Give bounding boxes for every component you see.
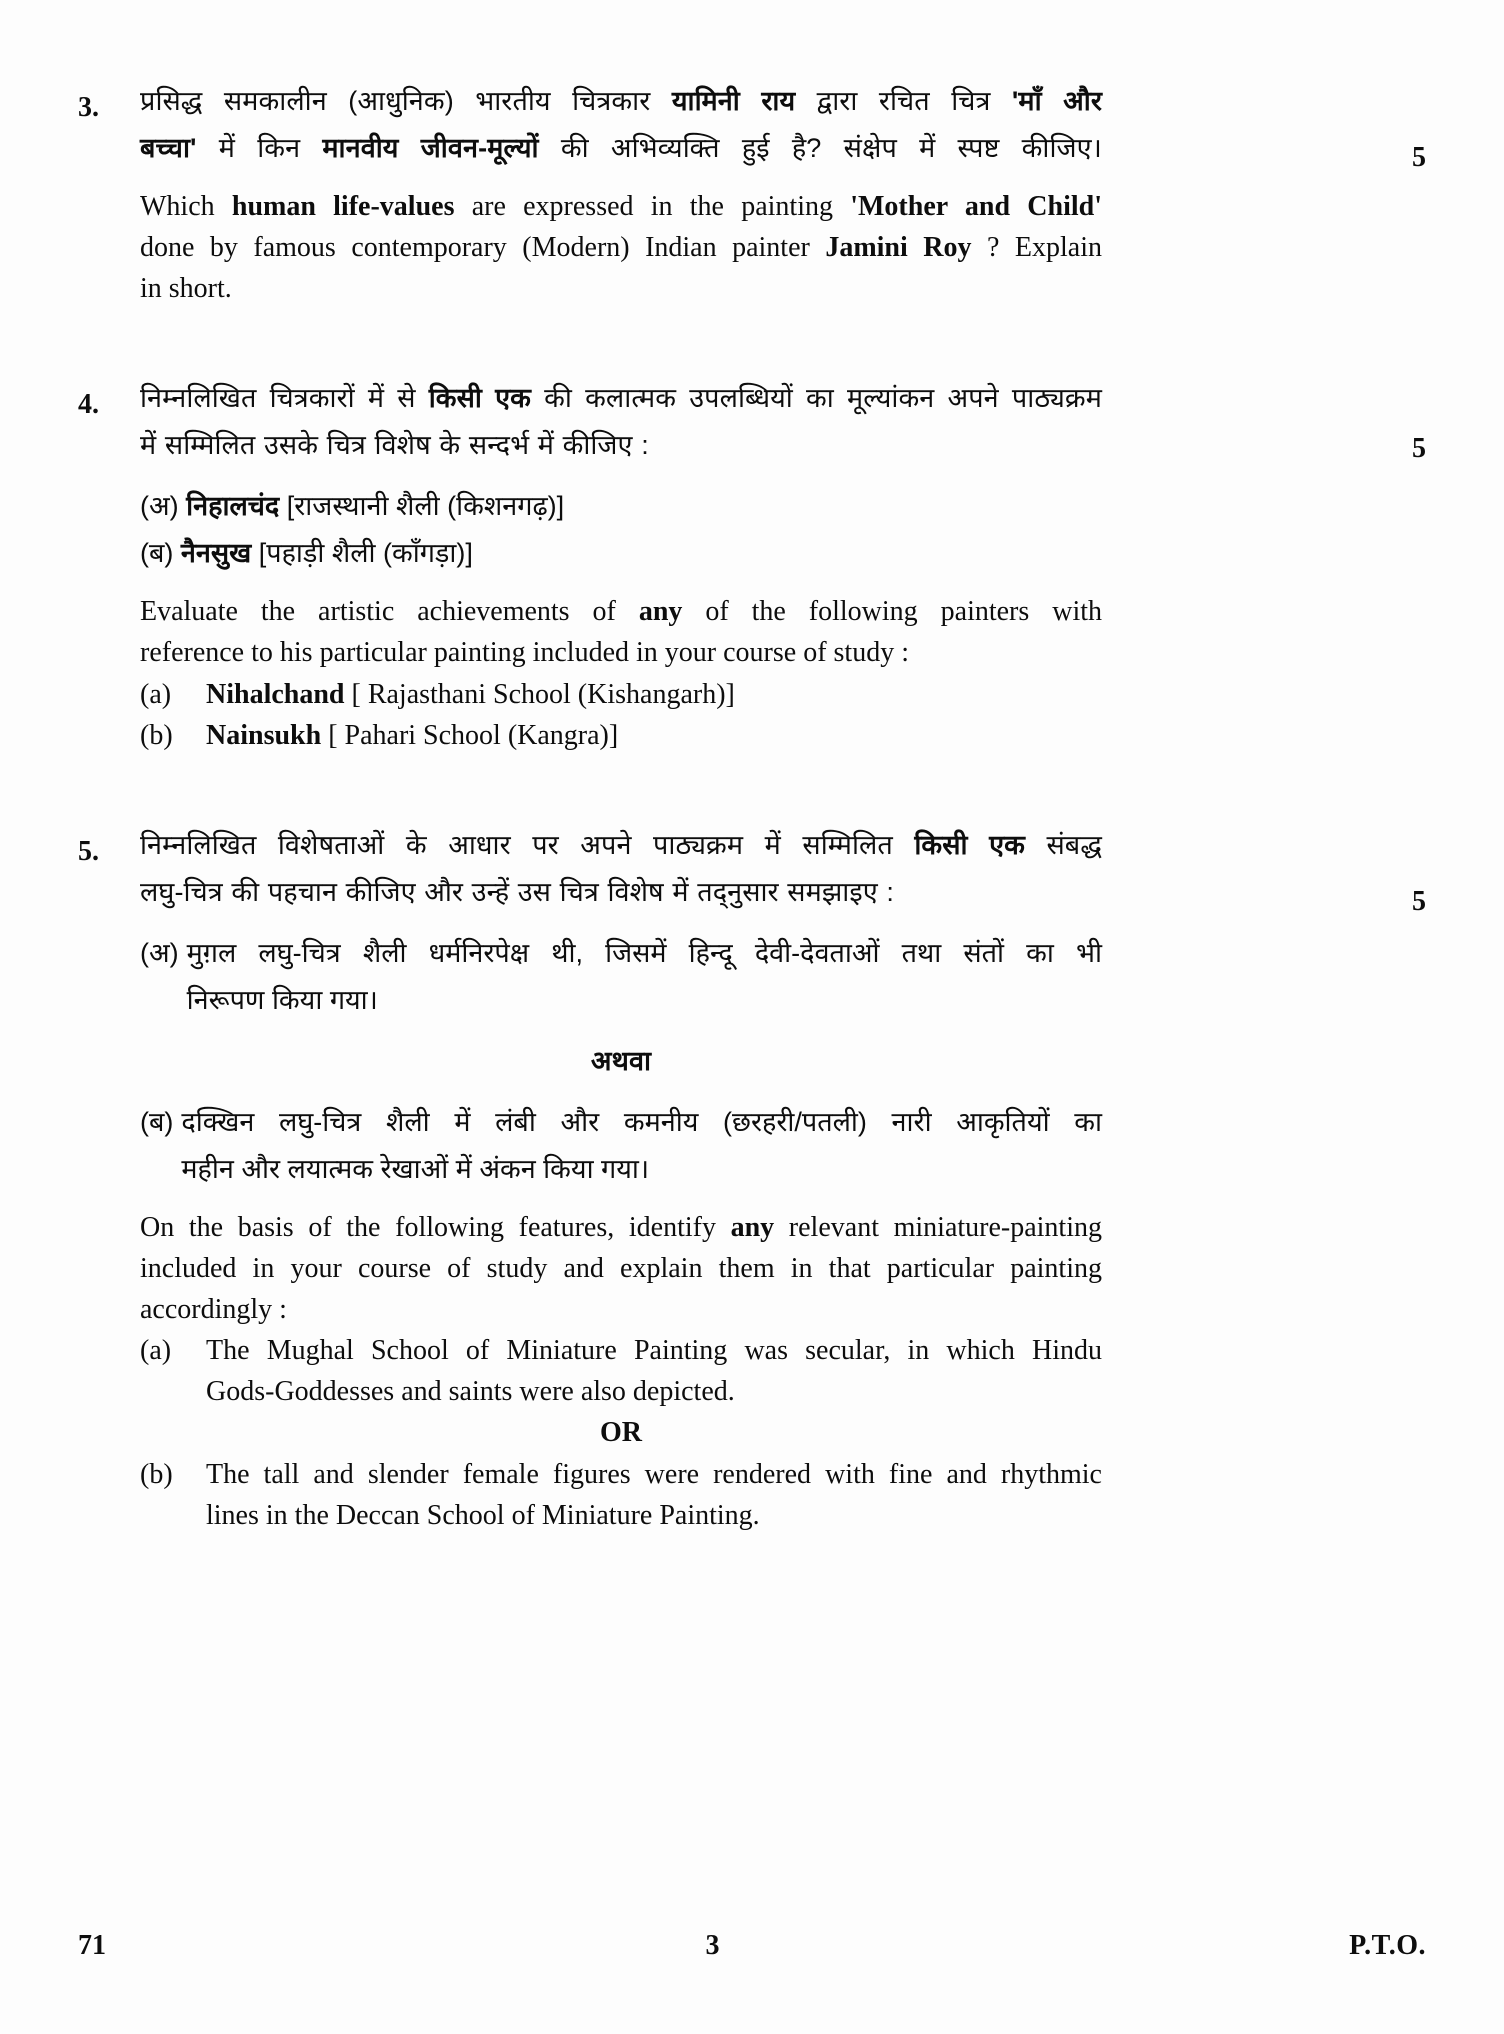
- q5-hi-option-b-line-1: दक्खिन लघु-चित्र शैली में लंबी और कमनीय (छरहरी/पतली) नारी आकृतियों का: [181, 1106, 1102, 1137]
- spacer: [140, 577, 1102, 591]
- turn-over-note: P.T.O.: [1349, 1930, 1426, 1961]
- q5-en-option-a-label: (a): [140, 1335, 172, 1367]
- question-4-english-option-a: [140, 674, 1102, 715]
- q4-en-option-b-school: [ Pahari School (Kangra)]: [321, 719, 619, 751]
- question-3: [78, 78, 1426, 309]
- q5-en-option-b-text: [206, 1454, 1102, 1536]
- q5-en-option-a-line-1: The Mughal School of Miniature Painting was secular, in which Hindu: [206, 1335, 1102, 1367]
- question-5-hindi-line-1: [140, 822, 1102, 869]
- spacer-between-q4-q5: [78, 756, 1426, 822]
- question-4-hindi-option-a: [140, 483, 1102, 530]
- q4-hi-option-a-name: निहालचंद: [186, 491, 280, 522]
- page-footer: [78, 1930, 1426, 1962]
- question-3-hindi-line-1: [140, 78, 1102, 125]
- question-3-number: 3.: [78, 92, 99, 123]
- question-5-english-line-1: [140, 1207, 1102, 1248]
- q5-en-l1-part-a: On the basis of the following features, identify: [140, 1211, 731, 1243]
- question-5-english-line-3: accordingly :: [140, 1294, 287, 1325]
- q4-en-l1-bold-any: any: [638, 596, 683, 628]
- question-4-hindi-line-1: [140, 375, 1102, 422]
- question-5-number: 5.: [78, 835, 99, 867]
- q3-en-l2-bold-painter: Jamini Roy: [825, 232, 972, 264]
- question-5-body: [140, 822, 1102, 1536]
- q5-hi-option-a-label: (अ): [140, 937, 179, 968]
- question-5-hindi-option-a: [140, 930, 1102, 1024]
- question-4-english-line-1: [140, 591, 1102, 632]
- question-4: [78, 375, 1426, 756]
- q4-hi-option-a-text: [179, 483, 1102, 530]
- page-number: 3: [705, 1930, 720, 1961]
- question-3-marks: 5: [1412, 142, 1426, 173]
- question-4-hindi-option-b: [140, 530, 1102, 577]
- q4-en-option-b-text: [206, 715, 1102, 756]
- question-3-hindi-line-2: [140, 125, 1102, 172]
- q4-hi-l1-part-a: निम्नलिखित चित्रकारों में से: [140, 383, 429, 414]
- q4-en-l1-part-b: of the following painters with: [682, 596, 1103, 628]
- spacer: [140, 172, 1102, 186]
- q3-hi-l1-part-b: द्वारा रचित चित्र: [795, 86, 1012, 116]
- q4-en-l1-part-a: Evaluate the artistic achievements of: [140, 596, 639, 628]
- q5-hi-l1-part-a: निम्नलिखित विशेषताओं के आधार पर अपने पाठ्यक्रम में सम्मिलित: [140, 829, 915, 860]
- question-5-english-line-2: included in your course of study and explain them in that particular painting: [140, 1252, 1102, 1284]
- paper-code: 71: [78, 1930, 106, 1961]
- spacer: [140, 916, 1102, 930]
- q5-hi-option-a-line-1: मुग़ल लघु-चित्र शैली धर्मनिरपेक्ष थी, जिसमें हिन्दू देवी-देवताओं तथा संतों का भी: [186, 937, 1102, 968]
- question-3-english-line-3: in short.: [140, 273, 232, 305]
- q5-en-option-b-line-2: lines in the Deccan School of Miniature Painting.: [206, 1499, 760, 1531]
- q5-en-l1-bold-any: any: [730, 1211, 775, 1243]
- q5-hi-l1-part-b: संबद्ध: [1024, 829, 1102, 860]
- question-5: [78, 822, 1426, 1536]
- q5-hi-option-b-label: (ब): [140, 1106, 174, 1137]
- question-5-hindi-or-divider: अथवा: [590, 1045, 652, 1076]
- q3-en-l1-part-b: are expressed in the painting: [454, 190, 851, 222]
- q5-en-option-a-line-2: Gods-Goddesses and saints were also depicted.: [206, 1376, 735, 1408]
- q4-en-option-b-label: (b): [140, 719, 173, 751]
- q3-hi-l2-bold-values: मानवीय जीवन-मूल्यों: [322, 132, 539, 163]
- q5-hi-option-a-text: [179, 930, 1102, 1024]
- q4-hi-l1-part-b: की कलात्मक उपलब्धियों का मूल्यांकन अपने पाठ्यक्रम: [530, 383, 1102, 414]
- q4-hi-option-b-school: [पहाड़ी शैली (काँगड़ा)]: [251, 538, 473, 569]
- q3-en-l1-bold-title: 'Mother and Child': [850, 190, 1102, 222]
- question-4-body: [140, 375, 1102, 756]
- question-5-marks: 5: [1412, 885, 1426, 917]
- q4-en-option-b-name: Nainsukh: [206, 719, 322, 751]
- page-content: [78, 78, 1426, 1536]
- question-4-marks: 5: [1412, 433, 1426, 465]
- spacer: [140, 1085, 1102, 1099]
- question-5-english-option-b: [140, 1454, 1102, 1536]
- q5-en-l1-part-b: relevant miniature-painting: [774, 1211, 1102, 1243]
- q3-hi-l1-bold-painter: यामिनी राय: [671, 86, 796, 116]
- q5-hi-l1-bold-anyone: किसी एक: [914, 829, 1025, 860]
- q3-hi-l2-part-a: में किन: [196, 132, 323, 163]
- q3-hi-l2-bold-title-cont: बच्चा': [140, 132, 197, 163]
- question-3-english-line-2: [140, 227, 1102, 268]
- q5-en-option-a-text: [206, 1330, 1102, 1412]
- question-4-english-option-b: [140, 715, 1102, 756]
- q5-en-option-b-label: (b): [140, 1458, 173, 1490]
- question-4-number: 4.: [78, 389, 99, 421]
- question-4-english-line-2: reference to his particular painting included in your course of study :: [140, 637, 909, 669]
- q4-hi-option-a-school: [राजस्थानी शैली (किशनगढ़)]: [279, 491, 565, 522]
- q5-hi-option-b-line-2: महीन और लयात्मक रेखाओं में अंकन किया गया।: [181, 1153, 650, 1184]
- q4-en-option-a-text: [206, 674, 1102, 715]
- q5-en-option-b-line-1: The tall and slender female figures were rendered with fine and rhythmic: [206, 1458, 1102, 1490]
- spacer: [140, 1193, 1102, 1207]
- spacer-between-q3-q4: [78, 309, 1426, 375]
- q3-en-l1-bold-values: human life-values: [231, 190, 455, 222]
- question-5-hindi-option-b: [140, 1099, 1102, 1193]
- q4-hi-option-b-name: नैनसुख: [180, 538, 252, 569]
- spacer: [140, 469, 1102, 483]
- q3-hi-l1-bold-title: 'माँ और: [1011, 86, 1102, 116]
- q4-en-option-a-school: [ Rajasthani School (Kishangarh)]: [344, 678, 735, 710]
- q3-hi-l1-part-a: प्रसिद्ध समकालीन (आधुनिक) भारतीय चित्रकार: [140, 86, 672, 116]
- q4-hi-option-b-label: (ब): [140, 538, 174, 569]
- q4-hi-option-a-label: (अ): [140, 491, 179, 522]
- question-5-english-or-divider: OR: [600, 1417, 642, 1449]
- q3-en-l1-part-a: Which: [140, 190, 232, 222]
- q4-hi-l1-bold-anyone: किसी एक: [428, 383, 531, 414]
- q4-en-option-a-name: Nihalchand: [206, 678, 345, 710]
- q5-hi-option-a-line-2: निरूपण किया गया।: [186, 984, 378, 1015]
- question-5-hindi-line-2: लघु-चित्र की पहचान कीजिए और उन्हें उस चित्र विशेष में तद्नुसार समझाइए :: [140, 876, 894, 907]
- q4-hi-option-b-text: [173, 530, 1102, 577]
- question-3-body: [140, 78, 1102, 309]
- question-4-hindi-line-2: में सम्मिलित उसके चित्र विशेष के सन्दर्भ में कीजिए :: [140, 430, 649, 461]
- question-3-english-line-1: [140, 186, 1102, 227]
- spacer: [140, 1024, 1102, 1038]
- q3-en-l2-part-a: done by famous contemporary (Modern) Indian painter: [140, 232, 826, 264]
- q5-hi-option-b-text: [173, 1099, 1102, 1193]
- question-5-english-option-a: [140, 1330, 1102, 1412]
- q3-en-l2-part-b: ? Explain: [971, 232, 1102, 264]
- q4-en-option-a-label: (a): [140, 678, 172, 710]
- q3-hi-l2-part-b: की अभिव्यक्ति हुई है? संक्षेप में स्पष्ट कीजिए।: [538, 132, 1102, 163]
